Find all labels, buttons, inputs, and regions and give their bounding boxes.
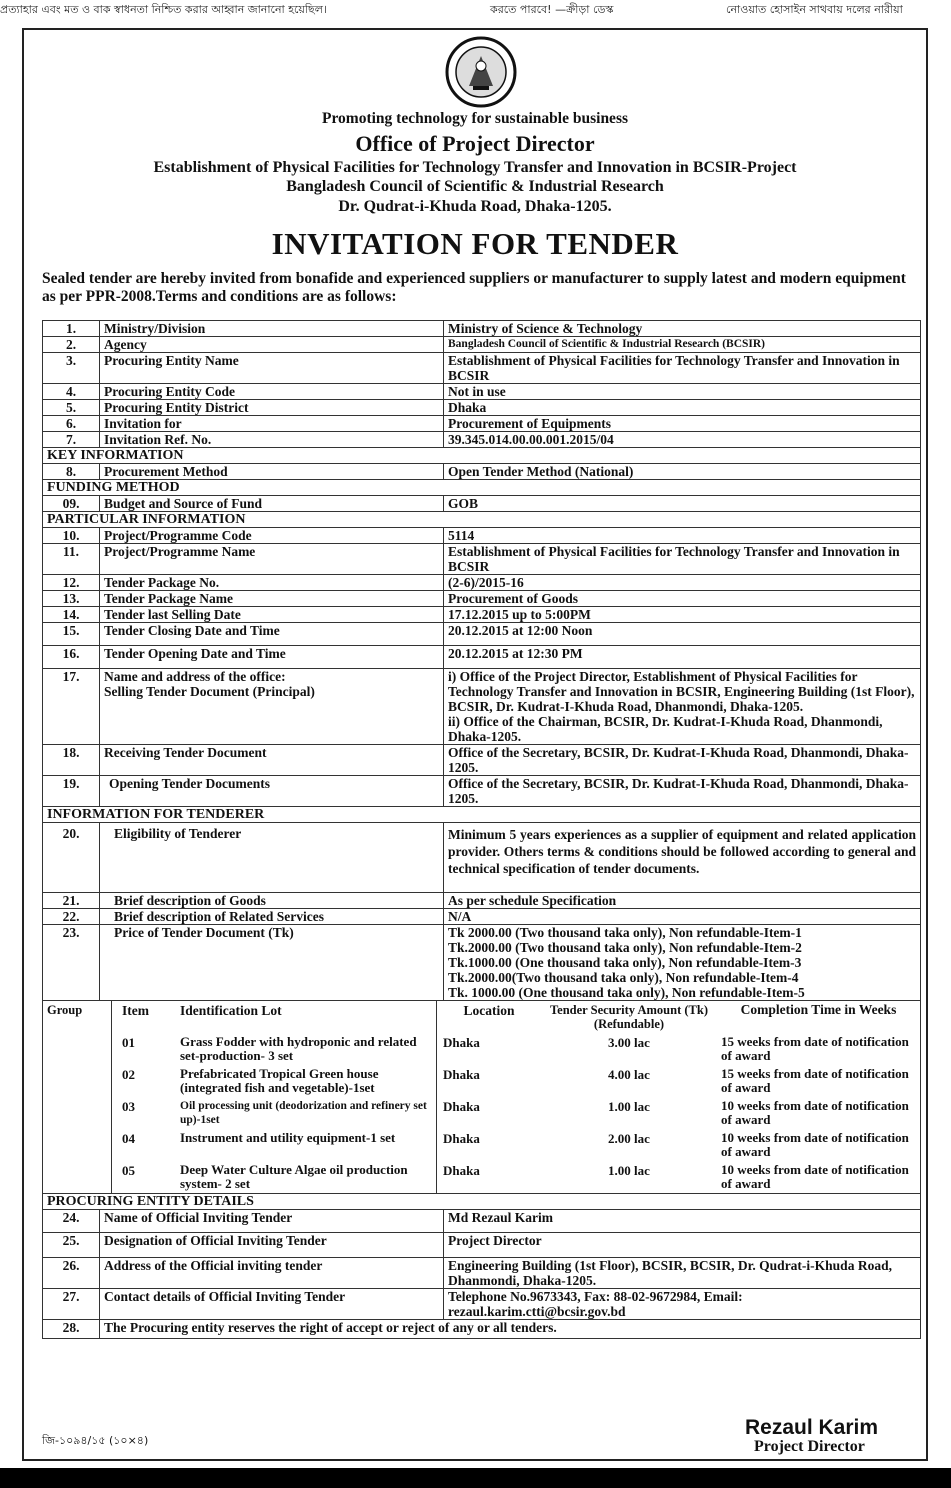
goods-security-amount: 1.00 lac — [608, 1163, 650, 1178]
table-row — [43, 1289, 921, 1320]
row-number: 11. — [43, 544, 100, 575]
row-label: Receiving Tender Document — [100, 745, 444, 776]
row-label: Project/Programme Name — [100, 544, 444, 575]
goods-group — [43, 1065, 112, 1097]
office-address: Dr. Qudrat-i-Khuda Road, Dhaka-1205. — [338, 198, 612, 215]
goods-table — [43, 1001, 920, 1193]
row-statement: The Procuring entity reserves the right of accept or reject of any or all tenders. — [100, 1320, 921, 1339]
row-value: 17.12.2015 up to 5:00PM — [444, 607, 921, 623]
row-number: 12. — [43, 575, 100, 591]
top-strip-left-text: প্রত্যাহার এবং মত ও বাক স্বাধনতা নিশ্চিত করার আহ্বান জানানো হয়েছিল। — [0, 3, 327, 16]
row-label: Tender Package Name — [100, 591, 444, 607]
row-number: 10. — [43, 528, 100, 544]
section-particular-information: PARTICULAR INFORMATION — [43, 512, 921, 528]
goods-lot: Oil processing unit (deodorization and refinery set up)-1set — [174, 1097, 437, 1129]
table-row — [43, 646, 921, 669]
row-label: Contact details of Official Inviting Tender — [100, 1289, 444, 1320]
row17-label-line1: Name and address of the office: — [104, 669, 286, 684]
signatory-name: Rezaul Karim — [745, 1416, 879, 1439]
row-value: GOB — [444, 496, 921, 512]
goods-group — [43, 1097, 112, 1129]
price-line: Tk.2000.00 (Two thousand taka only), Non refundable-Item-2 — [448, 940, 802, 955]
table-row — [43, 1210, 921, 1233]
row-value: Office of the Secretary, BCSIR, Dr. Kudrat-I-Khuda Road, Dhanmondi, Dhaka-1205. — [444, 745, 921, 776]
goods-lot: Deep Water Culture Algae oil production system- 2 set — [174, 1161, 437, 1193]
table-row — [43, 607, 921, 623]
row-value: N/A — [444, 909, 921, 925]
row-label: Tender last Selling Date — [100, 607, 444, 623]
row-value: 5114 — [444, 528, 921, 544]
price-line: Tk. 1000.00 (One thousand taka only), Non refundable-Item-5 — [448, 985, 805, 1000]
row-label: Eligibility of Tenderer — [100, 823, 444, 893]
table-row — [43, 623, 921, 646]
row-label: Tender Closing Date and Time — [100, 623, 444, 646]
price-line: Tk.1000.00 (One thousand taka only), Non refundable-Item-3 — [448, 955, 802, 970]
section-row — [43, 807, 921, 823]
office-title: Office of Project Director — [355, 131, 595, 156]
goods-lot: Instrument and utility equipment-1 set — [174, 1129, 437, 1161]
goods-location: Dhaka — [443, 1099, 480, 1114]
table-row — [43, 745, 921, 776]
page-title: INVITATION FOR TENDER — [271, 226, 679, 261]
table-row — [43, 893, 921, 909]
table-row — [43, 464, 921, 480]
table-row — [43, 925, 921, 1001]
goods-location: Dhaka — [443, 1131, 480, 1146]
table-row — [43, 823, 921, 893]
row-label: Designation of Official Inviting Tender — [100, 1233, 444, 1258]
goods-completion-time: 15 weeks from date of notification of award — [721, 1034, 909, 1063]
goods-group — [43, 1129, 112, 1161]
col-lot: Identification Lot — [174, 1001, 437, 1033]
row-number: 17. — [43, 669, 100, 745]
row-label: Tender Package No. — [100, 575, 444, 591]
row-label: Opening Tender Documents — [100, 776, 444, 807]
row-number: 15. — [43, 623, 100, 646]
section-row — [43, 448, 921, 464]
bcsir-seal-logo — [445, 36, 517, 108]
row-number: 25. — [43, 1233, 100, 1258]
table-row — [43, 1320, 921, 1339]
table-row — [43, 1258, 921, 1289]
row-number: 21. — [43, 893, 100, 909]
row-value: Telephone No.9673343, Fax: 88-02-9672984, Email: rezaul.karim.ctti@bcsir.gov.bd — [444, 1289, 921, 1320]
project-name: Establishment of Physical Facilities for Technology Transfer and Innovation in BCSIR-Project — [153, 159, 797, 176]
row-label: Brief description of Related Services — [100, 909, 444, 925]
section-funding-method: FUNDING METHOD — [43, 480, 921, 496]
section-information-for-tenderer: INFORMATION FOR TENDERER — [43, 807, 921, 823]
top-strip-right-text: নোওয়াত হোসাইন সাথবায় দলের নারীয়া — [726, 3, 903, 16]
goods-row — [43, 1129, 920, 1161]
row-label: Procuring Entity District — [100, 400, 444, 416]
row-number: 27. — [43, 1289, 100, 1320]
row-label: Agency — [100, 337, 444, 353]
goods-location: Dhaka — [443, 1163, 480, 1178]
goods-security-amount: 1.00 lac — [608, 1099, 650, 1114]
intro-paragraph: Sealed tender are hereby invited from bonafide and experienced suppliers or manufacturer to supply latest and modern equipment as per PPR-2008.Terms and conditions are as follows: — [42, 270, 906, 305]
table-row — [43, 1233, 921, 1258]
row-number: 22. — [43, 909, 100, 925]
goods-subtable-row — [43, 1001, 921, 1194]
table-row — [43, 544, 921, 575]
row17-value-2: ii) Office of the Chairman, BCSIR, Dr. Kudrat-I-Khuda Road, Dhanmondi, Dhaka-1205. — [448, 714, 883, 744]
goods-lot: Prefabricated Tropical Green house (integrated fish and vegetable)-1set — [174, 1065, 437, 1097]
table-row — [43, 669, 921, 745]
row-value: Engineering Building (1st Floor), BCSIR, BCSIR, Dr. Qudrat-i-Khuda Road, Dhanmondi, Dhaka-1205. — [444, 1258, 921, 1289]
goods-header-row — [43, 1001, 920, 1033]
col-security: Tender Security Amount (Tk) (Refundable) — [549, 1003, 708, 1031]
col-item: Item — [122, 1003, 149, 1018]
col-group: Group — [43, 1001, 112, 1033]
section-key-information: KEY INFORMATION — [43, 448, 921, 464]
goods-lot: Grass Fodder with hydroponic and related set-production- 3 set — [174, 1033, 437, 1065]
ad-code: জি-১০৯৪/১৫ (১০×৪) — [42, 1434, 149, 1447]
row-label: Price of Tender Document (Tk) — [100, 925, 444, 1001]
goods-security-amount: 2.00 lac — [608, 1131, 650, 1146]
slogan: Promoting technology for sustainable business — [321, 110, 629, 127]
row17-value-1: i) Office of the Project Director, Establishment of Physical Facilities for Technology Transfer and Innovation in BCSIR, Engineering Building (1st Floor), BCSIR, Dr. Kudrat-I-Khuda Road, Dhanmondi, Dhaka-1205. — [448, 669, 915, 714]
signatory-title: Project Director — [754, 1438, 865, 1455]
row-value: 39.345.014.00.00.001.2015/04 — [444, 432, 921, 448]
row-number: 20. — [43, 823, 100, 893]
row-label: Ministry/Division — [100, 321, 444, 337]
row-label: Procuring Entity Code — [100, 384, 444, 400]
goods-item: 04 — [122, 1131, 135, 1146]
row-value: As per schedule Specification — [444, 893, 921, 909]
row-number: 13. — [43, 591, 100, 607]
row-number: 4. — [43, 384, 100, 400]
row-label: Project/Programme Code — [100, 528, 444, 544]
row-value: Ministry of Science & Technology — [444, 321, 921, 337]
goods-completion-time: 15 weeks from date of notification of award — [721, 1066, 909, 1095]
goods-group — [43, 1033, 112, 1065]
goods-row — [43, 1161, 920, 1193]
row-number: 5. — [43, 400, 100, 416]
row-label: Address of the Official inviting tender — [100, 1258, 444, 1289]
table-row — [43, 432, 921, 448]
goods-completion-time: 10 weeks from date of notification of award — [721, 1098, 909, 1127]
row-number: 19. — [43, 776, 100, 807]
row-value: Not in use — [444, 384, 921, 400]
row-value: (2-6)/2015-16 — [444, 575, 921, 591]
row-number: 24. — [43, 1210, 100, 1233]
row-number: 8. — [43, 464, 100, 480]
table-row — [43, 384, 921, 400]
table-row — [43, 400, 921, 416]
goods-group — [43, 1161, 112, 1193]
table-row — [43, 353, 921, 384]
table-row — [43, 337, 921, 353]
row-number: 18. — [43, 745, 100, 776]
section-row — [43, 512, 921, 528]
table-row — [43, 909, 921, 925]
goods-subtable-cell — [43, 1001, 921, 1194]
table-row — [43, 575, 921, 591]
row-value: Md Rezaul Karim — [444, 1210, 921, 1233]
row-number: 6. — [43, 416, 100, 432]
council-name: Bangladesh Council of Scientific & Industrial Research — [286, 178, 664, 195]
goods-item: 01 — [122, 1035, 135, 1050]
row-value: Dhaka — [444, 400, 921, 416]
table-row — [43, 496, 921, 512]
row-label: Procurement Method — [100, 464, 444, 480]
top-strip-mid-text: করতে পারবে! —ক্রীড়া ডেস্ক — [490, 3, 614, 16]
goods-location: Dhaka — [443, 1035, 480, 1050]
row-number: 16. — [43, 646, 100, 669]
row-value: Establishment of Physical Facilities for Technology Transfer and Innovation in BCSIR — [444, 544, 921, 575]
col-location: Location — [463, 1003, 515, 1018]
price-line: Tk 2000.00 (Two thousand taka only), Non refundable-Item-1 — [448, 925, 802, 940]
col-completion: Completion Time in Weeks — [740, 1002, 897, 1017]
row-label: Tender Opening Date and Time — [100, 646, 444, 669]
row-label: Invitation Ref. No. — [100, 432, 444, 448]
table-row — [43, 416, 921, 432]
table-row — [43, 321, 921, 337]
row-value: 20.12.2015 at 12:00 Noon — [444, 623, 921, 646]
goods-item: 05 — [122, 1163, 135, 1178]
row-value: Open Tender Method (National) — [444, 464, 921, 480]
row-value: Bangladesh Council of Scientific & Industrial Research (BCSIR) — [444, 337, 921, 353]
row-number: 1. — [43, 321, 100, 337]
row-value: Establishment of Physical Facilities for Technology Transfer and Innovation in BCSIR — [444, 353, 921, 384]
goods-security-amount: 4.00 lac — [608, 1067, 650, 1082]
section-row — [43, 1194, 921, 1210]
tender-details-table — [42, 320, 921, 1339]
goods-row — [43, 1033, 920, 1065]
goods-completion-time: 10 weeks from date of notification of award — [721, 1162, 909, 1191]
goods-location: Dhaka — [443, 1067, 480, 1082]
goods-security-amount: 3.00 lac — [608, 1035, 650, 1050]
row-number: 14. — [43, 607, 100, 623]
newspaper-top-strip — [0, 0, 951, 18]
table-row — [43, 528, 921, 544]
row-value: Procurement of Equipments — [444, 416, 921, 432]
bottom-black-bar — [0, 1468, 951, 1488]
row-value: Office of the Secretary, BCSIR, Dr. Kudrat-I-Khuda Road, Dhanmondi, Dhaka-1205. — [444, 776, 921, 807]
row-number: 2. — [43, 337, 100, 353]
row-value: Procurement of Goods — [444, 591, 921, 607]
row-label — [100, 669, 444, 745]
table-row — [43, 591, 921, 607]
row-label: Name of Official Inviting Tender — [100, 1210, 444, 1233]
row-number: 28. — [43, 1320, 100, 1339]
row-number: 09. — [43, 496, 100, 512]
goods-completion-time: 10 weeks from date of notification of award — [721, 1130, 909, 1159]
goods-item: 02 — [122, 1067, 135, 1082]
goods-row — [43, 1065, 920, 1097]
row-value: 20.12.2015 at 12:30 PM — [444, 646, 921, 669]
row-value — [444, 669, 921, 745]
row-number: 23. — [43, 925, 100, 1001]
row17-label-line2: Selling Tender Document (Principal) — [104, 684, 315, 699]
goods-item: 03 — [122, 1099, 135, 1114]
row-value: Minimum 5 years experiences as a supplier of equipment and related application provider. Others terms & conditions should be followed according to general and technical specification of tender documents. — [444, 823, 921, 893]
row-label: Procuring Entity Name — [100, 353, 444, 384]
row-label: Budget and Source of Fund — [100, 496, 444, 512]
price-line: Tk.2000.00(Two thousand taka only), Non refundable-Item-4 — [448, 970, 799, 985]
section-procuring-entity-details: PROCURING ENTITY DETAILS — [43, 1194, 921, 1210]
row-label: Invitation for — [100, 416, 444, 432]
row-value: Project Director — [444, 1233, 921, 1258]
table-row — [43, 776, 921, 807]
row-value — [444, 925, 921, 1001]
goods-row — [43, 1097, 920, 1129]
row-label: Brief description of Goods — [100, 893, 444, 909]
section-row — [43, 480, 921, 496]
row-number: 26. — [43, 1258, 100, 1289]
row-number: 7. — [43, 432, 100, 448]
row-number: 3. — [43, 353, 100, 384]
